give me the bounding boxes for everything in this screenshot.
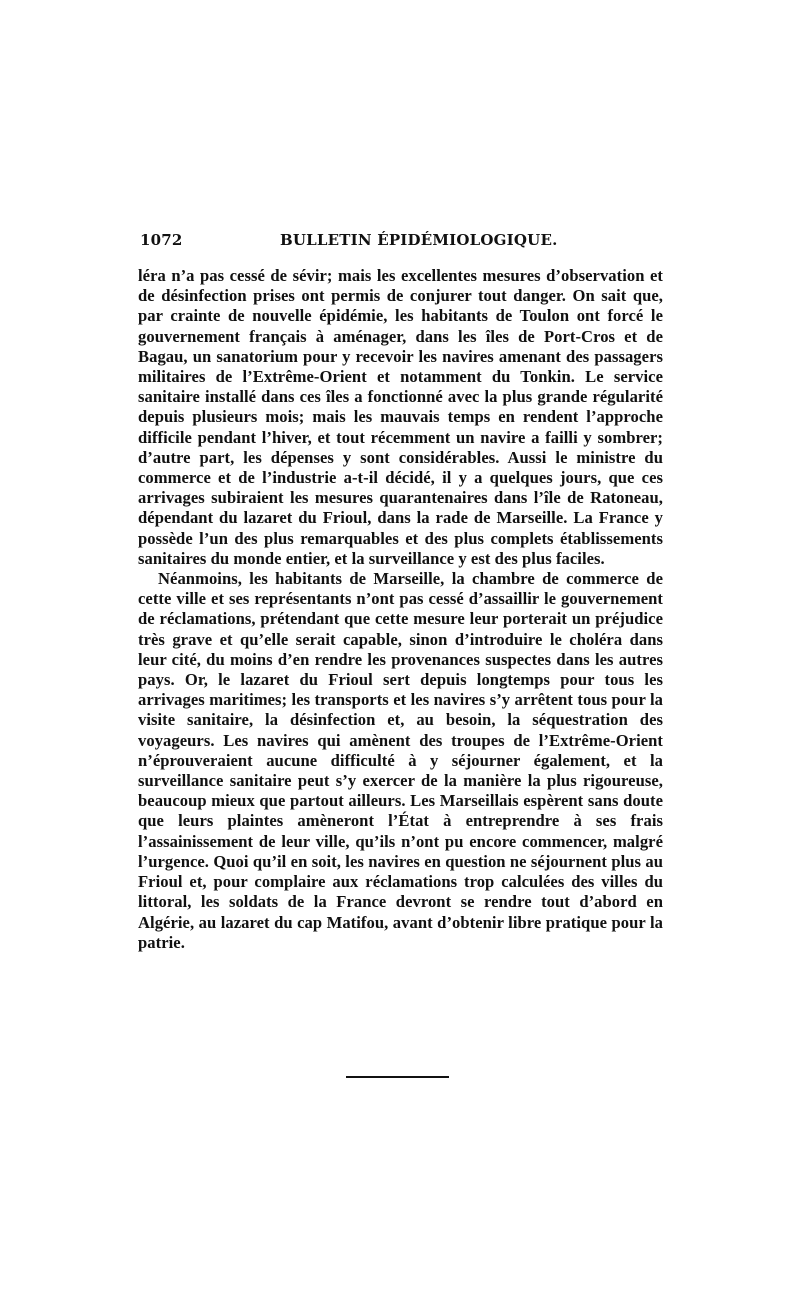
article-body: [138, 266, 663, 953]
page-header: [140, 231, 670, 253]
running-title: BULLETIN ÉPIDÉMIOLOGIQUE.: [280, 231, 558, 249]
section-end-rule: [346, 1076, 449, 1078]
paragraph-neanmoins: Néanmoins, les habitants de Marseille, la chambre de commerce de cette ville et ses représentants n’ont pas cessé d’assaillir le gouvernement de réclamations, prétendant que cette mesure leur porterait un préjudice très grave et qu’elle serait capable, sinon d’introduire le choléra dans leur cité, du moins d’en rendre les provenances suspectes dans les autres pays. Or, le lazaret du Frioul sert depuis longtemps pour tous les arrivages maritimes; les transports et les navires s’y arrêtent tous pour la visite sanitaire, la désinfection et, au besoin, la séquestration des voyageurs. Les navires qui amènent des troupes de l’Extrême-Orient n’éprouveraient aucune difficulté à y séjourner également, et la surveillance sanitaire peut s’y exercer de la manière la plus rigoureuse, beaucoup mieux que partout ailleurs. Les Marseillais espèrent sans doute que leurs plaintes amèneront l’État à entreprendre à ses frais l’assainissement de leur ville, qu’ils n’ont pu encore commencer, malgré l’urgence. Quoi qu’il en soit, les navires en question ne séjournent plus au Frioul et, pour complaire aux réclamations trop calculées des villes du littoral, les soldats de la France devront se rendre tout d’abord en Algérie, au lazaret du cap Matifou, avant d’obtenir libre pratique pour la patrie.: [138, 569, 663, 952]
page-number: 1072: [140, 231, 183, 249]
paragraph-continued: léra n’a pas cessé de sévir; mais les excellentes mesures d’observation et de désinfection prises ont permis de conjurer tout danger. On sait que, par crainte de nouvelle épidémie, les habitants de Toulon ont forcé le gouvernement français à aménager, dans les îles de Port-Cros et de Bagau, un sanatorium pour y recevoir les navires amenant des passagers militaires de l’Extrême-Orient et notamment du Tonkin. Le service sanitaire installé dans ces îles a fonctionné avec la plus grande régularité depuis plusieurs mois; mais les mauvais temps en rendent l’approche difficile pendant l’hiver, et tout récemment un navire a failli y sombrer; d’autre part, les dépenses y sont considérables. Aussi le ministre du commerce et de l’industrie a-t-il décidé, il y a quelques jours, que ces arrivages subiraient les mesures quarantenaires dans l’île de Ratoneau, dépendant du lazaret du Frioul, dans la rade de Marseille. La France y possède l’un des plus remarquables et des plus complets établissements sanitaires du monde entier, et la surveillance y est des plus faciles.: [138, 266, 663, 568]
